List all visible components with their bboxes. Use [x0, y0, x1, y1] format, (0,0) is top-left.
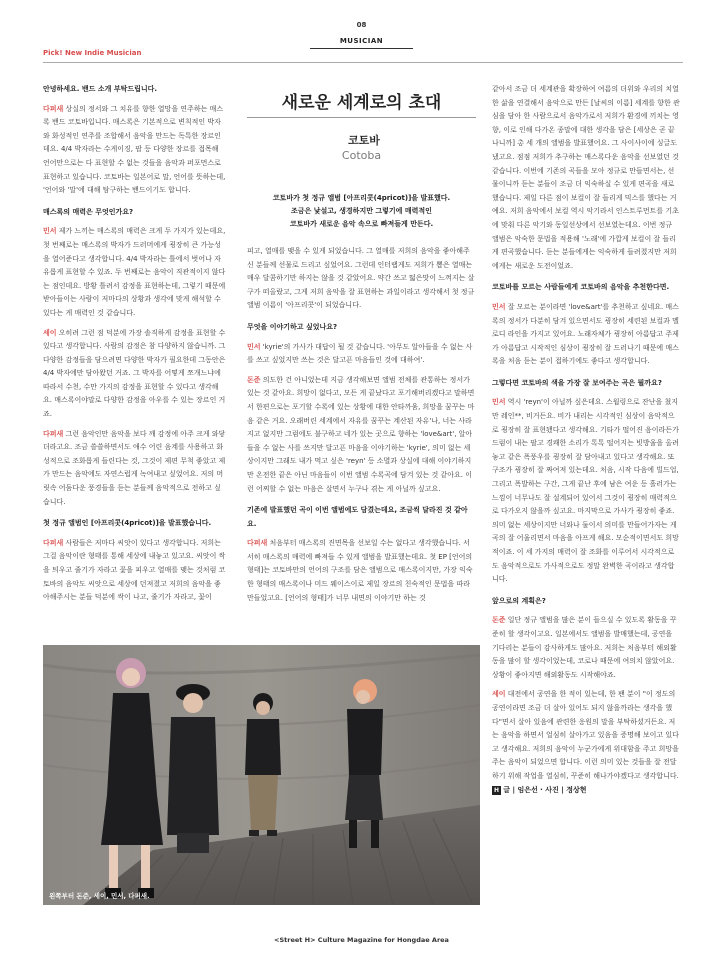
question: 매스록의 매력은 무엇인가요? — [43, 207, 134, 216]
header-rule — [43, 62, 683, 63]
answer-text: 역시 'reyn'이 아닐까 싶은데요. 스웜링으로 잔난을 쳤지만 레인**, 비거든요. 비가 내리는 시각적인 심상이 음악적으로 굉장히 잘 표현됐다고 생각해요. 기타가 떨어진 음이라든가 드럼이 내는 팔고 경쾌한 소리가 톡톡 떨어지는 빗방울을 올려놓고 같은 폭풍우를 굉장히 잘 담아내고 있다고 생각해요. 또 구조가 굉장히 잘 짜여져 있는데요. 처음, 시작 다음에 빌드업, 그리고 폭발하는 구간, 그게 끝난 후에 남은 여운 등 흘러가는 느낌이 너무나도 잘 설계되어 있어서 그것이 굉장히 매력적으로 다가오지 않을까 싶고요. 마지막으로 가사가 굉장히 좋죠. 의미 없는 세상이지만 너와나 둘이서 의미를 만들어가자는 게 곡의 잘 어울리면서 마음을 아프게 해요. 모순적이면서도 희망적이죠. 이 세 가지의 매력이 잘 조화를 이루어서 시각적으로도 음악적으로도 가사적으로도 정말 완벽한 곡이라고 생각합니다. — [492, 398, 679, 584]
paragraph: 같아서 조금 더 세계관을 확장하여 여름의 더위와 우리의 치열한 삶을 연결해서 음악으로 만든 [날씨의 이름] 세계를 향한 관심을 담아 한 사람으로서 음악가로서 저희가 환경에 끼치는 영향, 이로 인해 다가온 종말에 대한 생각을 담은 [세상은 곧 끝나니까] 총 세 개의 앨범을 발표했어요. 그 사이사이에 싱글도 냈고요. 점점 저희가 추구하는 매스록다운 음악을 선보였던 것 같습니다. 이번에 기존의 곡들을 모아 정규로 만들면서는, 선물이니까 듣는 분들이 조금 더 익숙하실 수 있게 편곡을 새로 했습니다. 제일 다른 점이 보컬이 잘 들리게 믹스를 했다는 거예요. 저희 음악에서 보컬 역시 악기라서 인스트루먼트를 기초에 맞춰 다른 악기와 동일선상에서 선보였는데요. 이번 정규 앨범은 악숙한 문법을 적용해 '노래'에 가깝게 보컬이 잘 들리게 편곡했습니다. 듣는 분들에게는 익숙하게 들려졌지만 저희에게는 새로운 도전이었죠. — [492, 85, 680, 270]
paragraph — [43, 428, 227, 510]
speaker: 민서 — [43, 227, 57, 236]
speaker: 다퍼새 — [247, 539, 268, 548]
speaker: 다퍼새 — [43, 538, 64, 547]
column-left — [43, 83, 227, 611]
page-number: 08 — [356, 21, 367, 29]
article-title: 새로운 세계로의 초대 — [281, 93, 442, 113]
paragraph — [247, 374, 476, 496]
answer-text: 의도한 건 아니었는데 지금 생각해보면 앨범 전체를 관통하는 정서가 있는 것 같아요. 희망이 없다고, 모든 게 끝났다고 포기해버리겠다고 말하면서 한편으로는 포기할 수록에 있는 상황에 대한 안타까움, 희망을 꿈꾸는 마음 같은 거요. 오래버린 세계에서 자유를 꿈꾸는 계산된 자유'나, 너는 사라지고 없지만 그럼에도 불구하고 네가 있는 곳으로 향하는 'love&art', 알아들을 수 없는 사를 쓰지만 달고픈 마음을 이야기하는 'kyrie', 의미 없는 세상이지만 그래도 내가 먹고 싶은 'reyn' 등 소멸과 상실에 대해 이야기하지만 온전한 끝은 아닌 마음들이 이번 앨범 수록곡에 담겨 있는 것 같아요. 이런 어찌할 수 없는 마음은 살면서 누구나 겪는 게 아닐까 싶고요. — [247, 375, 475, 493]
question: 앞으로의 계획은? — [492, 596, 546, 605]
section-underline — [310, 48, 413, 49]
band-photo — [43, 645, 480, 905]
article-lead — [247, 192, 476, 231]
paragraph — [43, 103, 227, 198]
band-photo-illustration — [43, 645, 480, 905]
question: 기존에 발표했던 곡이 이번 앨범에도 담겼는데요, 조금씩 달라진 것 같아요. — [247, 506, 468, 528]
answer-text: 사람들은 저마다 씨앗이 있다고 생각합니다. 저희는 그걸 음악이란 형태를 통해 세상에 내놓고 있고요. 씨앗이 싹을 틔우고 줄기가 자라고 꽃을 피우고 열매를 맺는 것처럼 코토바의 음악도 씨앗으로 세상에 던져졌고 저희의 음악을 좋아해주시는 분들 덕분에 싹이 나고, 줄기가 자라고, 꽃이 — [43, 538, 226, 602]
question: 첫 정규 앨범인 [아프리콧(4pricot)]을 발표했습니다. — [43, 519, 212, 528]
question: 그렇다면 코토바의 색을 가장 잘 보여주는 곡은 뭘까요? — [492, 378, 662, 387]
paragraph — [492, 688, 680, 797]
footer: <Street H> Culture Magazine for Hongdae Area — [274, 936, 449, 944]
answer-text: 'kyrie'의 가사가 대답이 될 것 같습니다. '아무도 알아들을 수 없는 사를 쓰고 싶었지만 쓰는 것은 달고픈 마음들인 것에 대하여'. — [247, 342, 473, 365]
answer-text: 그런 음악인만 음악을 보다 깨 감정에 아주 크게 와닿더라고요. 조금 쓸쓸하면서도 애수 어린 음계를 사용하고 화성적으로 조화롭게 들린다는 것, 그것이 제편 무척 좋았고 제가 만드는 음악에도 자연스럽게 녹여내고 싶었어요. 저의 머릿속 어둠다운 풍경들을 듣는 분들께 음악적으로 전하고 싶습니다. — [43, 429, 226, 506]
section-label: MUSICIAN — [339, 37, 384, 45]
answer-text: 처음부터 매스록의 진면목을 선보일 수는 없다고 생각했습니다. 서서히 매스록의 매력에 빠져들 수 있게 앨범을 발표했는데요. 첫 EP [언어의 형태]는 코토바만의 언어의 구조를 담은 앨범으로 매스록이지만, 가장 익숙한 형태의 매스록이나 미드 웨이스이로 제일 장르의 친숙적인 문법을 따라 만들었고요. [언어의 형태]가 너무 내면의 이야기만 하는 것 — [247, 539, 473, 602]
column-middle — [247, 245, 476, 611]
speaker: 민서 — [492, 302, 506, 311]
photo-caption: 왼쪽부터 돈준, 세이, 민서, 다퍼새. — [49, 892, 150, 900]
paragraph — [492, 301, 680, 369]
speaker: 세이 — [43, 328, 57, 337]
speaker: 돈준 — [492, 616, 506, 625]
credit: 글 | 임은선 · 사진 | 정상현 — [503, 785, 587, 794]
paragraph — [492, 396, 680, 586]
band-name: 코토바 — [348, 134, 380, 147]
speaker: 다퍼새 — [43, 429, 64, 438]
paragraph: 피고, 열매를 맺을 수 있게 되었습니다. 그 열매를 저희의 음악을 좋아해주신 분들께 선물로 드리고 싶었어요. 그런데 인터랩게도 저희가 뽑은 열매는 매우 달콤하기만 하지는 않을 것 같았어요. 약간 쓰고 떫은맛이 느껴지는 살구가 떠올랐고, 그게 저희 음악을 잘 표현하는 과일이라고 생각해서 첫 정규 앨범 이름이 '아프리콧'이 되었습니다. — [247, 247, 475, 310]
magazine-mark-icon: H — [494, 786, 500, 794]
lead-line: 코토바가 첫 정규 앨범 [아프리콧(4pricot)]을 발표했다. — [272, 194, 451, 202]
speaker: 돈준 — [247, 375, 261, 384]
paragraph — [43, 537, 227, 605]
band-name-english: Cotoba — [341, 149, 382, 162]
question: 무엇을 이야기하고 싶었나요? — [247, 322, 338, 331]
title-rule — [247, 117, 476, 118]
column-right — [492, 83, 680, 803]
paragraph — [43, 327, 227, 422]
speaker: 민서 — [492, 398, 506, 407]
paragraph — [247, 537, 476, 605]
lead-line: 코토바가 새로운 음악 속으로 빠져들게 만든다. — [289, 220, 434, 228]
speaker: 민서 — [247, 342, 261, 351]
speaker: 다퍼새 — [43, 104, 64, 113]
answer-text: 일단 정규 앨범을 많은 분이 들으실 수 있도록 활동을 꾸준히 할 생각이고요. 일본에서도 앨범을 발매했는데, 공연을 기다리는 분들이 감사하게도 많아요. 저희는 처음부터 해외활동을 많이 할 생각이었는데, 코로나 때문에 여의치 않았어요. 상황이 좋아지면 해외활동도 시작해야죠. — [492, 616, 677, 679]
paragraph — [43, 225, 227, 320]
answer-text: 잘 모르는 분이라면 'love&art'를 추천하고 싶네요. 매스록의 정서가 다분히 담겨 있으면서도 굉장히 세련된 보컬과 멜로디 라인을 가지고 있어요. 노래자체가 굉장히 아름답고 주제가 아름답고 시작적인 심상이 굉장히 잘 드러나기 때문에 매스록을 처음 듣는 분이 접하기에도 좋다고 생각합니다. — [492, 302, 679, 366]
answer-text: 제가 느끼는 매스록의 매력은 크게 두 가지가 있는데요, 첫 번째로는 매스록의 박자가 드러머에게 굉장히 큰 가능성을 열어준다고 생각합니다. 4/4 박자라는 틀에서 벗어나 자유롭게 표현할 수 있죠. 두 번째로는 음악이 직관적이지 않다는 점인데요. 방황 틀려서 감정을 표현하는데, 그렇기 때문에 받아들이는 사람이 저마다의 상황과 생각에 맞게 해석할 수 있다는 게 매력인 것 같습니다. — [43, 227, 226, 317]
lead-line: 조금은 낯설고, 생경하지만 그렇기에 매력적인 — [291, 207, 432, 215]
answer-text: 오히려 그런 점 덕분에 가장 솔직하게 감정을 표현할 수 있다고 생각합니다. 사람의 감정은 참 다양하지 않습니까. 그 다양한 감정들을 담으려면 다양한 박자가 필요한데 그동안은 4/4 박자에만 담아왔던 거죠. 그 박자를 어떻게 쪼개느냐에 따라서 수천, 수만 가지의 감정을 표현할 수 있다고 생각해요. 매스록이야말로 다양한 감정을 아우를 수 있는 장르인 거죠. — [43, 328, 226, 419]
speaker: 세이 — [492, 690, 506, 699]
question: 코토바를 모르는 사람들에게 코토바의 음악을 추천한다면. — [492, 283, 670, 292]
kicker: Pick! New Indie Musician — [43, 49, 142, 57]
answer-text: 대전에서 공연을 한 적이 있는데, 한 팬 분이 "이 정도의 공연이라면 조금 더 살아 있어도 되지 않을까라는 생각을 했다"면서 살아 있음에 관련한 응원의 말을 부탁하셨거든요. 저는 음악을 하면서 얼심히 살아가고 있음을 증명해 보이고 있다고 생각해요. 저희의 음악이 누군가에게 위대함을 주고 희망을 주는 음악이 되었으면 합니다. 이런 의미 있는 것들을 잘 전달하기 위해 작업을 열심히, 꾸준히 해나가야겠다고 생각합니다. — [492, 690, 679, 780]
answer-text: 상실의 정서와 그 치유를 향한 열망을 연주하는 매스록 밴드 코토바입니다. 매스록은 기본적으로 변칙적인 박자와 화성적인 연주를 조합해서 음악을 만드는 독특한 장르인데요. 4/4 박자라는 수게이징, 팝 등 다양한 장르를 접목해 언어만으로는 다 표현할 수 없는 것들을 음악과 퍼포먼스로 표현하고 있습니다. 코토바는 일본어로 말, 언어를 뜻하는데, '언어와 '말'에 대해 탐구하는 밴드이기도 합니다. — [43, 104, 226, 195]
paragraph — [492, 614, 680, 682]
paragraph — [247, 341, 476, 368]
intro-question: 안녕하세요. 밴드 소개 부탁드립니다. — [43, 85, 158, 93]
